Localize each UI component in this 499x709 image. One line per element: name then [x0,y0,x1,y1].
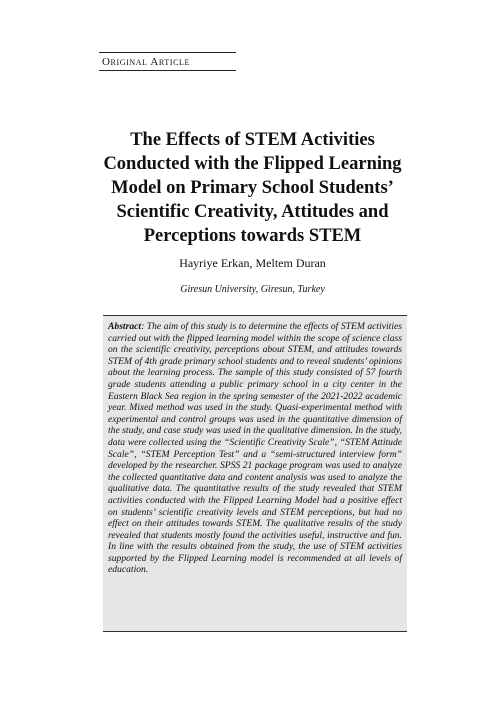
paper-title: The Effects of STEM Activities Conducted with the Flipped Learning Model on Primary School Students’ Scientific Creativity, Attitudes and Perceptions towards STEM [103,130,402,246]
abstract-paragraph [108,321,402,576]
abstract-box [103,315,407,632]
author-list: Hayriye Erkan, Meltem Duran [179,256,326,270]
author-affiliation: Giresun University, Giresun, Turkey [180,284,325,295]
abstract-body: : The aim of this study is to determine the effects of STEM activities carried out with the flipped learning model within the scope of science class on the scientific creativity, perceptions about STEM, and attitudes towards STEM of 4th grade primary school students and to reveal students’ opinions about the learning process. The sample of this study consisted of 57 fourth grade students attending a public primary school in a city center in the Eastern Black Sea region in the spring semester of the 2021-2022 academic year. Mixed method was used in the study. Quasi-experimental method with experimental and control groups was used in the quantitative dimension of the study, and case study was used in the qualitative dimension. In the study, data were collected using the “Scientific Creativity Scale”, “STEM Attitude Scale”, “STEM Perception Test” and a “semi-structured interview form” developed by the researcher. SPSS 21 package program was used to analyze the collected quantitative data and content analysis was used to analyze the qualitative data. The quantitative results of the study revealed that STEM activities conducted with the Flipped Learning Model had a positive effect on students’ scientific creativity levels and STEM perceptions, but had no effect on their attitudes towards STEM. The qualitative results of the study revealed that students mostly found the activities useful, instructive and fun. In line with the results obtained from the study, the use of STEM activities supported by the Flipped Learning model is recommended at all levels of education. [108,321,402,576]
abstract-label: Abstract [108,321,142,332]
article-type-label: Original Article [99,52,236,71]
